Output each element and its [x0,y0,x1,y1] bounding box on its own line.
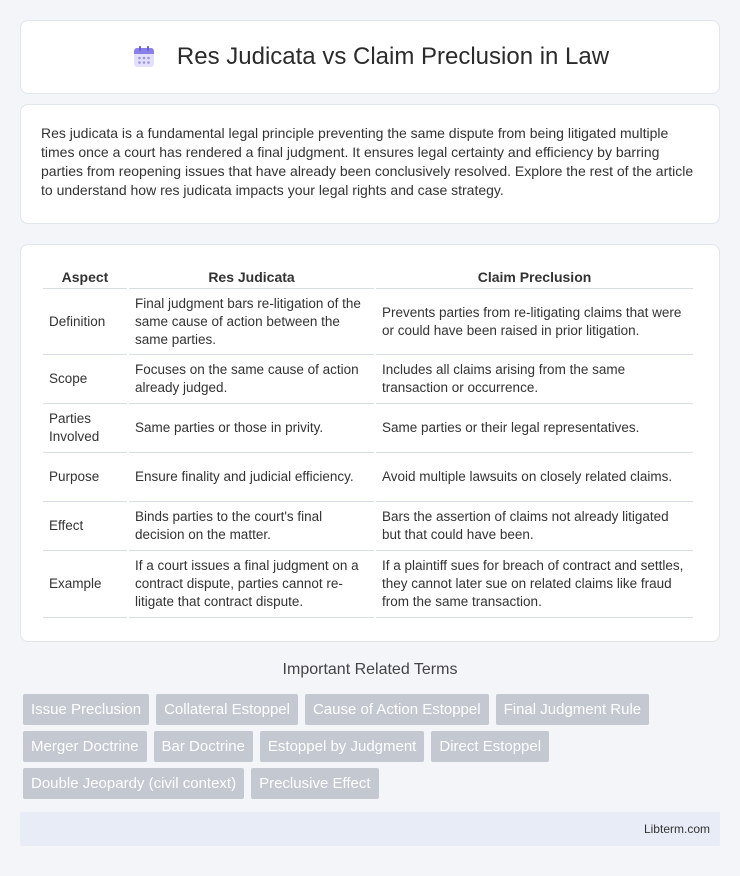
claim-preclusion-cell: Prevents parties from re-litigating claims that were or could have been raised in prior litigation. [376,289,693,355]
related-term-tag[interactable]: Preclusive Effect [251,768,378,799]
comparison-card [20,244,720,642]
related-term-tag[interactable]: Double Jeopardy (civil context) [23,768,244,799]
header-aspect: Aspect [43,265,127,289]
related-term-tag[interactable]: Direct Estoppel [431,731,549,762]
res-judicata-cell: Ensure finality and judicial efficiency. [129,453,374,502]
res-judicata-cell: Focuses on the same cause of action already judged. [129,355,374,404]
table-row [43,404,693,453]
res-judicata-cell: Final judgment bars re-litigation of the same cause of action between the same parties. [129,289,374,355]
calendar-icon [131,44,157,70]
header-res-judicata: Res Judicata [129,265,374,289]
intro-card [20,104,720,224]
intro-text: Res judicata is a fundamental legal principle preventing the same dispute from being litigated multiple times once a court has rendered a final judgment. It ensures legal certainty and efficiency by barring parties from reopening issues that have already been conclusively resolved. Explore the rest of the article to understand how res judicata impacts your legal rights and case strategy. [41,125,694,198]
aspect-cell: Parties Involved [43,404,127,453]
claim-preclusion-cell: Avoid multiple lawsuits on closely related claims. [376,453,693,502]
table-row [43,355,693,404]
comparison-table [41,265,695,618]
related-term-tag[interactable]: Estoppel by Judgment [260,731,424,762]
related-term-tag[interactable]: Issue Preclusion [23,694,149,725]
res-judicata-cell: Binds parties to the court's final decision on the matter. [129,502,374,551]
related-term-tag[interactable]: Cause of Action Estoppel [305,694,489,725]
table-header-row [43,265,693,289]
header-claim-preclusion: Claim Preclusion [376,265,693,289]
table-row [43,502,693,551]
aspect-cell: Scope [43,355,127,404]
claim-preclusion-cell: Bars the assertion of claims not already litigated but that could have been. [376,502,693,551]
aspect-cell: Example [43,551,127,618]
table-row [43,453,693,502]
aspect-cell: Definition [43,289,127,355]
related-term-tag[interactable]: Final Judgment Rule [496,694,650,725]
footer-site-link[interactable]: Libterm.com [643,822,710,836]
related-terms-title: Important Related Terms [282,661,458,678]
related-term-tag[interactable]: Bar Doctrine [154,731,253,762]
page-title: Res Judicata vs Claim Preclusion in Law [176,43,610,70]
related-term-tag[interactable]: Collateral Estoppel [156,694,298,725]
aspect-cell: Effect [43,502,127,551]
header-card [20,20,720,94]
related-terms-list [23,694,703,805]
claim-preclusion-cell: Includes all claims arising from the same transaction or occurrence. [376,355,693,404]
table-row [43,551,693,618]
footer [20,812,720,846]
related-term-tag[interactable]: Merger Doctrine [23,731,147,762]
claim-preclusion-cell: Same parties or their legal representatives. [376,404,693,453]
res-judicata-cell: If a court issues a final judgment on a contract dispute, parties cannot re-litigate that contract dispute. [129,551,374,618]
res-judicata-cell: Same parties or those in privity. [129,404,374,453]
claim-preclusion-cell: If a plaintiff sues for breach of contract and settles, they cannot later sue on related claims like fraud from the same transaction. [376,551,693,618]
table-row [43,289,693,355]
aspect-cell: Purpose [43,453,127,502]
